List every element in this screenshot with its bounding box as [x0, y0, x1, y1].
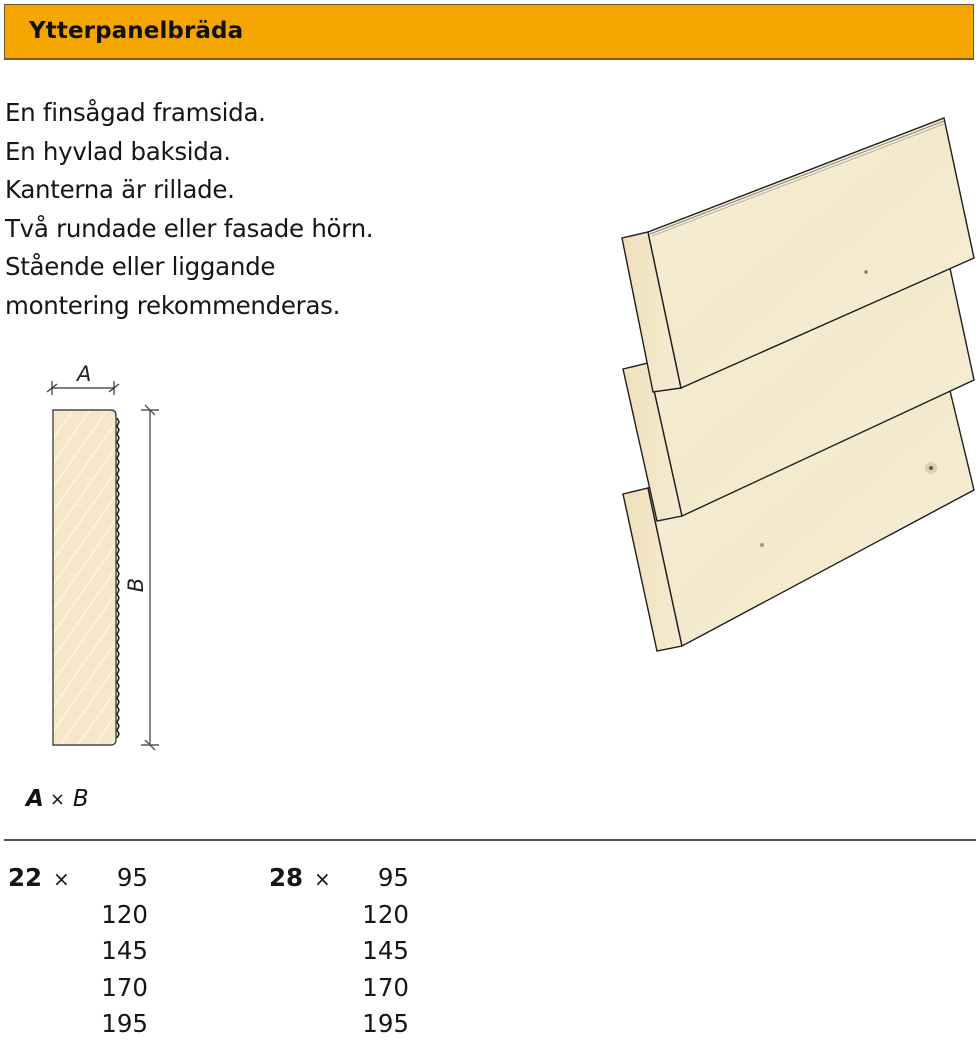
divider	[4, 839, 976, 841]
width-value: 120	[362, 899, 409, 929]
cross-section-diagram	[0, 350, 200, 760]
size-row	[269, 1006, 409, 1043]
size-row	[269, 860, 409, 897]
description-line: Kanterna är rillade.	[5, 175, 235, 204]
width-value: 195	[101, 1009, 148, 1038]
size-row	[8, 860, 148, 897]
thickness: 28	[269, 863, 304, 892]
description-line: Två rundade eller fasade hörn.	[5, 213, 374, 243]
size-row	[269, 897, 409, 934]
width-value: 195	[362, 1009, 409, 1038]
width-value: 120	[101, 899, 148, 929]
rilled-edge	[117, 418, 119, 738]
formula-a: A	[26, 786, 44, 812]
description-line: En finsågad framsida.	[5, 98, 266, 127]
description-line: En hyvlad baksida.	[5, 136, 231, 166]
product-description	[5, 94, 373, 325]
formula-times: ×	[49, 789, 65, 810]
board-cross-section	[53, 410, 116, 745]
dimension-a-label: A	[77, 362, 92, 386]
width-value: 170	[362, 972, 409, 1002]
size-row	[8, 897, 148, 934]
dimension-b-line	[141, 405, 159, 750]
dimension-formula	[26, 786, 89, 812]
size-column-28	[269, 860, 409, 1043]
description-line: Stående eller liggande	[5, 252, 276, 281]
width-value: 145	[362, 936, 409, 965]
description-line: montering rekommenderas.	[5, 290, 341, 320]
page-title: Ytterpanelbräda	[29, 18, 244, 44]
size-row	[8, 970, 148, 1007]
size-column-22	[8, 860, 148, 1043]
size-row	[8, 1006, 148, 1043]
width-value: 145	[101, 936, 148, 965]
width-value: 95	[377, 863, 409, 892]
times-sign: ×	[314, 867, 331, 891]
formula-b: B	[72, 786, 89, 812]
size-row	[269, 933, 409, 970]
times-sign: ×	[53, 867, 70, 891]
dimension-b-label: B	[124, 577, 148, 593]
thickness: 22	[8, 863, 43, 892]
width-value: 170	[101, 972, 148, 1002]
header-bar	[4, 4, 974, 60]
panel-boards-illustration	[600, 100, 980, 670]
width-value: 95	[116, 863, 148, 892]
size-row	[8, 933, 148, 970]
size-row	[269, 970, 409, 1007]
